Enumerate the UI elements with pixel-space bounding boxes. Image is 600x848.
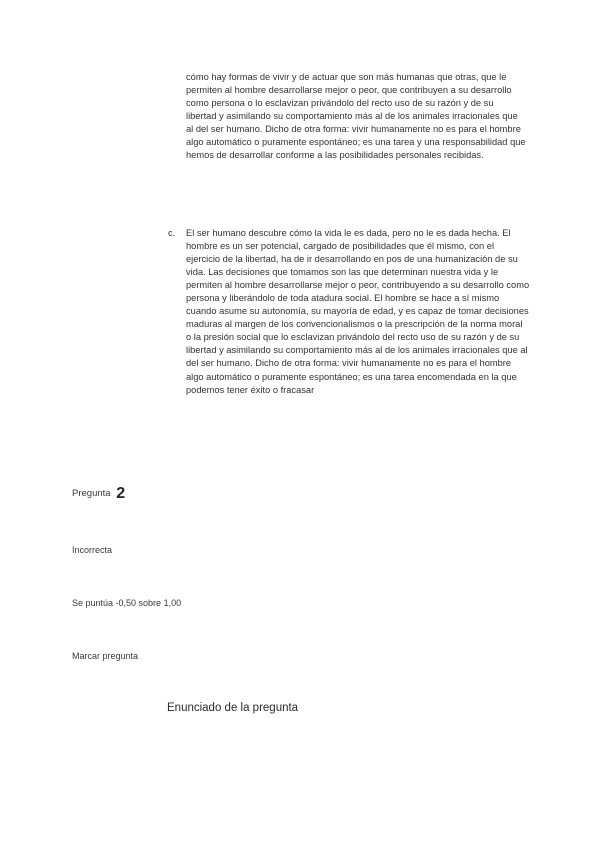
question-status: Incorrecta: [72, 545, 113, 555]
flag-question-link[interactable]: Marcar pregunta: [72, 651, 139, 661]
question-header: [72, 485, 125, 503]
answer-option-c: [168, 227, 530, 397]
question-statement-heading: Enunciado de la pregunta: [167, 702, 299, 714]
option-c-letter: c.: [168, 228, 176, 238]
question-number: 2: [116, 485, 126, 502]
question-score: Se puntúa -0,50 sobre 1,00: [72, 598, 182, 608]
question-label: Pregunta: [72, 488, 111, 499]
option-c-text: El ser humano descubre cómo la vida le es dada, pero no le es dada hecha. El hombre es un ser potencial, cargado de posibilidades que él mismo, con el ejercicio de la libertad, ha de ir desarrollando en pos de una humanización de su vida. Las decisiones que tomamos son las que determinan nuestra vida y le permiten al hombre desarrollarse mejor o peor, contribuyendo a su desarrollo como persona y liberándolo de toda atadura social. El hombre se hace a sí mismo cuando asume su autonomía, su mayoría de edad, y es capaz de tomar decisiones maduras al margen de los convencionalismos o la prescripción de la norma moral o la presión social que lo esclavizan privándolo del recto uso de su razón y de su libertad y asimilando su comportamiento más al de los animales irracionales que al del ser humano. Dicho de otra forma: vivir humanamente no es para el hombre algo automático o puramente espontáneo; es una tarea encomendada en la que podemos tener éxito o fracasar: [186, 228, 530, 395]
option-b-continuation-text: cómo hay formas de vivir y de actuar que son más humanas que otras, que le permiten al hombre desarrollarse mejor o peor, que contribuyen a su desarrollo como persona o lo esclavizan privándolo del recto uso de su razón y de su libertad y asimilando su comportamiento más al de los animales irracionales que al del ser humano. Dicho de otra forma: vivir humanamente no es para el hombre algo automático o puramente espontáneo; es una tarea y una responsabilidad que hemos de desarrollar conforme a las posibilidades personales recibidas.: [186, 72, 526, 161]
